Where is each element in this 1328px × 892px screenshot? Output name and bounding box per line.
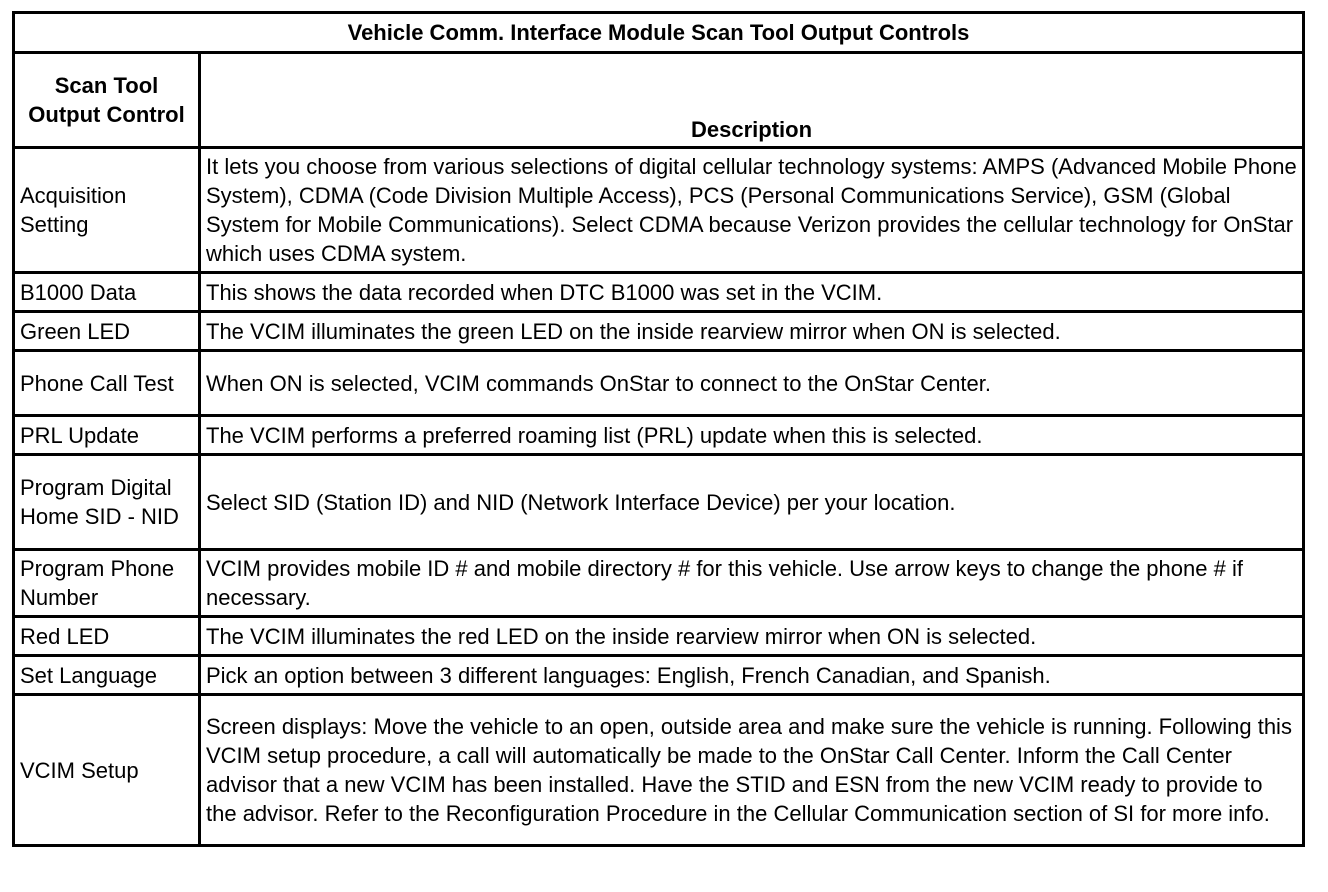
control-cell: Phone Call Test	[14, 351, 200, 416]
control-cell: Acquisition Setting	[14, 148, 200, 273]
description-cell: VCIM provides mobile ID # and mobile directory # for this vehicle. Use arrow keys to change the phone # if necessary.	[200, 550, 1304, 617]
table-row	[14, 617, 1304, 656]
control-cell: Red LED	[14, 617, 200, 656]
description-cell: Pick an option between 3 different languages: English, French Canadian, and Spanish.	[200, 656, 1304, 695]
table-row	[14, 455, 1304, 550]
table-row	[14, 550, 1304, 617]
table-row	[14, 273, 1304, 312]
table-row	[14, 656, 1304, 695]
description-cell: The VCIM performs a preferred roaming list (PRL) update when this is selected.	[200, 416, 1304, 455]
table-title-row	[14, 13, 1304, 53]
description-cell: The VCIM illuminates the green LED on the inside rearview mirror when ON is selected.	[200, 312, 1304, 351]
output-controls-table-wrapper	[12, 11, 1302, 847]
table-header-row	[14, 53, 1304, 148]
table-title: Vehicle Comm. Interface Module Scan Tool Output Controls	[14, 13, 1304, 53]
control-cell: Program Digital Home SID - NID	[14, 455, 200, 550]
description-cell: Select SID (Station ID) and NID (Network Interface Device) per your location.	[200, 455, 1304, 550]
description-cell: The VCIM illuminates the red LED on the inside rearview mirror when ON is selected.	[200, 617, 1304, 656]
table-row	[14, 312, 1304, 351]
description-cell: When ON is selected, VCIM commands OnStar to connect to the OnStar Center.	[200, 351, 1304, 416]
output-controls-table	[12, 11, 1305, 847]
description-cell: This shows the data recorded when DTC B1000 was set in the VCIM.	[200, 273, 1304, 312]
description-cell: Screen displays: Move the vehicle to an open, outside area and make sure the vehicle is running. Following this VCIM setup procedure, a call will automatically be made to the OnStar Call Center. Inform the Call Center advisor that a new VCIM has been installed. Have the STID and ESN from the new VCIM ready to provide to the advisor. Refer to the Reconfiguration Procedure in the Cellular Communication section of SI for more info.	[200, 695, 1304, 846]
control-cell: Program Phone Number	[14, 550, 200, 617]
control-cell: VCIM Setup	[14, 695, 200, 846]
table-row	[14, 416, 1304, 455]
control-cell: Set Language	[14, 656, 200, 695]
table-row	[14, 351, 1304, 416]
control-cell: B1000 Data	[14, 273, 200, 312]
control-cell: Green LED	[14, 312, 200, 351]
column-header-description: Description	[200, 53, 1304, 148]
table-row	[14, 695, 1304, 846]
description-cell: It lets you choose from various selections of digital cellular technology systems: AMPS (Advanced Mobile Phone System), CDMA (Code Division Multiple Access), PCS (Personal Communications Service), GSM (Global System for Mobile Communications). Select CDMA because Verizon provides the cellular technology for OnStar which uses CDMA system.	[200, 148, 1304, 273]
column-header-control: Scan Tool Output Control	[14, 53, 200, 148]
control-cell: PRL Update	[14, 416, 200, 455]
table-row	[14, 148, 1304, 273]
